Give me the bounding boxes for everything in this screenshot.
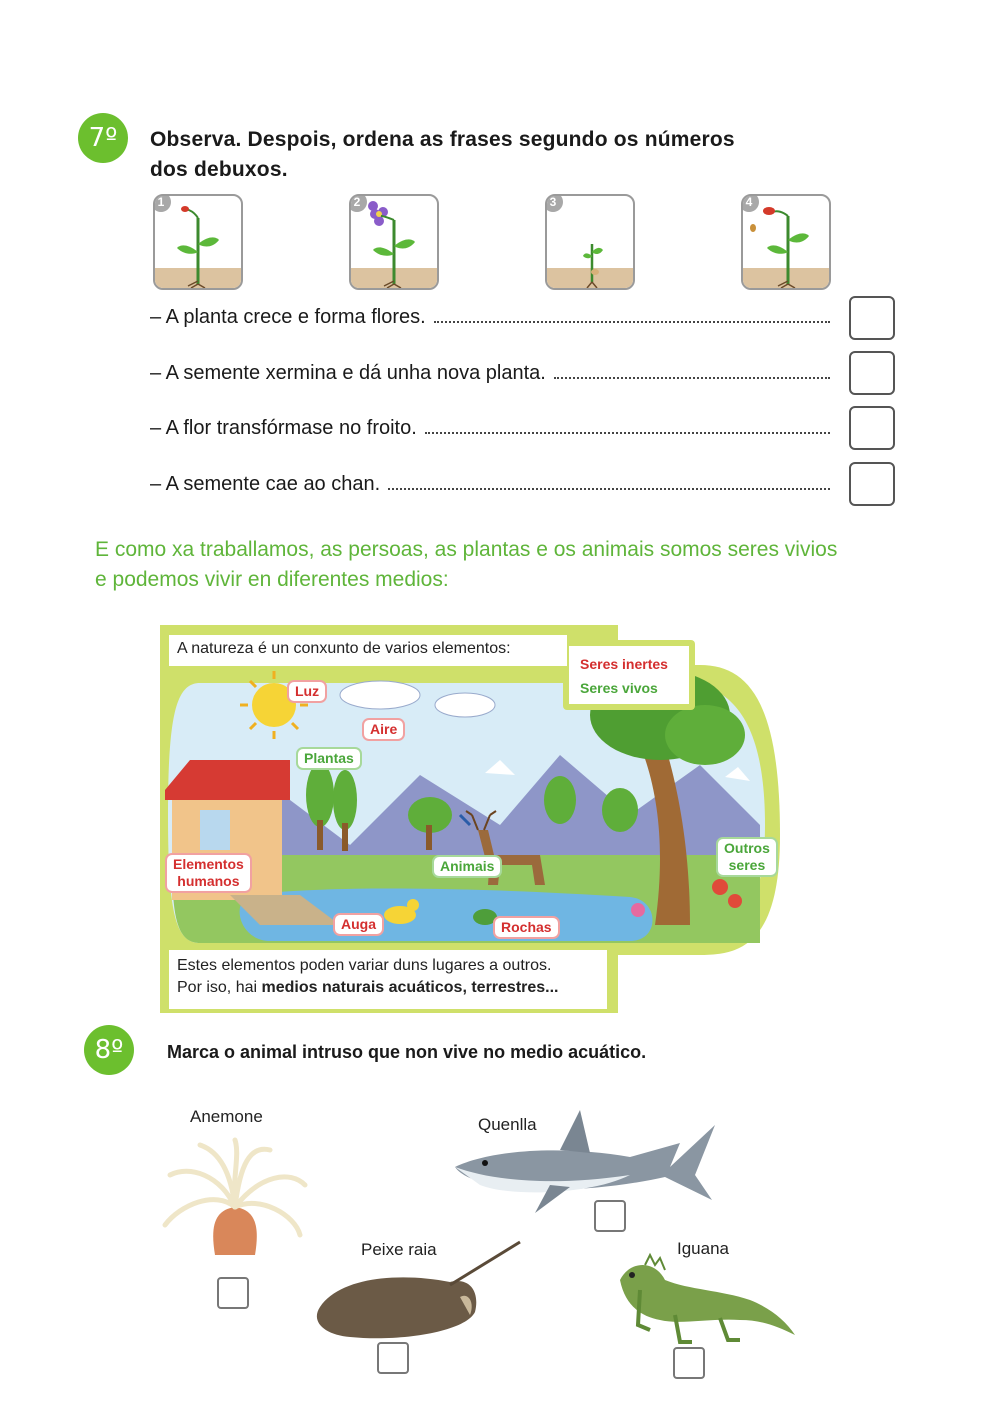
animal-name-raia: Peixe raia	[361, 1240, 437, 1259]
picture-2	[349, 194, 439, 290]
label-plantas: Plantas	[296, 747, 362, 770]
nature-footer-line1: Estes elementos poden variar duns lugares a outros.	[177, 957, 552, 974]
picture-1	[153, 194, 243, 290]
checkbox-anemone[interactable]	[217, 1277, 249, 1309]
legend-inert: Seres inertes	[580, 656, 668, 672]
sentence-1	[150, 306, 830, 329]
label-rochas: Rochas	[493, 916, 560, 939]
label-luz: Luz	[287, 680, 327, 703]
checkbox-quenlla[interactable]	[594, 1200, 626, 1232]
legend-inner	[569, 646, 689, 704]
sprouting-seed-icon	[547, 196, 633, 288]
stingray-icon	[310, 1237, 525, 1347]
intro-text	[95, 535, 895, 595]
sentence-text: – A flor transfórmase no froito.	[150, 417, 417, 439]
dotted-line	[425, 418, 830, 434]
checkbox-iguana[interactable]	[673, 1347, 705, 1379]
picture-number: 2	[349, 194, 367, 212]
picture-4	[741, 194, 831, 290]
shark-icon	[450, 1105, 720, 1220]
animal-name-anemone: Anemone	[190, 1107, 263, 1126]
picture-3	[545, 194, 635, 290]
label-outros-line2: seres	[728, 857, 766, 873]
legend-box	[563, 640, 695, 710]
label-animais: Animais	[432, 855, 502, 878]
answer-box-2[interactable]	[849, 351, 895, 395]
dotted-line	[388, 474, 830, 490]
answer-box-4[interactable]	[849, 462, 895, 506]
footer-plain: Por iso, hai	[177, 979, 262, 996]
plant-with-flower-icon	[351, 196, 437, 288]
nature-header: A natureza é un conxunto de varios elementos:	[169, 635, 567, 666]
label-elementos-line2: humanos	[177, 873, 240, 889]
label-auga: Auga	[333, 913, 384, 936]
exercise-7-badge: 7º	[78, 113, 128, 163]
exercise-8-badge: 8º	[84, 1025, 134, 1075]
plant-with-falling-seed-icon	[743, 196, 829, 288]
animal-name-iguana: Iguana	[677, 1239, 729, 1258]
animal-name-quenlla: Quenlla	[478, 1115, 537, 1134]
label-outros-line1: Outros	[724, 840, 770, 856]
sentence-2	[150, 362, 830, 385]
sentence-4	[150, 473, 830, 496]
label-aire: Aire	[362, 718, 405, 741]
exercise-7-title-line1: Observa. Despois, ordena as frases segundo os números	[150, 128, 735, 151]
sentence-text: – A semente cae ao chan.	[150, 473, 381, 495]
nature-footer	[169, 950, 607, 1009]
intro-line2: e podemos vivir en diferentes medios:	[95, 568, 449, 591]
iguana-icon	[610, 1250, 800, 1350]
footer-bold: medios naturais acuáticos, terrestres...	[261, 979, 559, 996]
sentence-text: – A semente xermina e dá unha nova planta.	[150, 362, 546, 384]
plant-with-bud-icon	[155, 196, 241, 288]
dotted-line	[434, 307, 830, 323]
exercise-8-title: Marca o animal intruso que non vive no medio acuático.	[167, 1042, 647, 1062]
answer-box-1[interactable]	[849, 296, 895, 340]
nature-footer-line2	[177, 977, 607, 999]
picture-number: 1	[153, 194, 171, 212]
exercise-7-title	[150, 125, 735, 185]
sentence-3	[150, 417, 830, 440]
answer-box-3[interactable]	[849, 406, 895, 450]
picture-number: 4	[741, 194, 759, 212]
sentence-text: – A planta crece e forma flores.	[150, 306, 426, 328]
label-elementos-line1: Elementos	[173, 856, 244, 872]
label-elementos-humanos	[165, 853, 252, 893]
checkbox-raia[interactable]	[377, 1342, 409, 1374]
exercise-7-title-line2: dos debuxos.	[150, 158, 288, 181]
picture-number: 3	[545, 194, 563, 212]
intro-line1: E como xa traballamos, as persoas, as plantas e os animais somos seres vivios	[95, 538, 838, 561]
dotted-line	[554, 363, 830, 379]
label-outros-seres	[716, 837, 778, 877]
anemone-icon	[160, 1135, 310, 1265]
legend-alive: Seres vivos	[580, 680, 658, 696]
